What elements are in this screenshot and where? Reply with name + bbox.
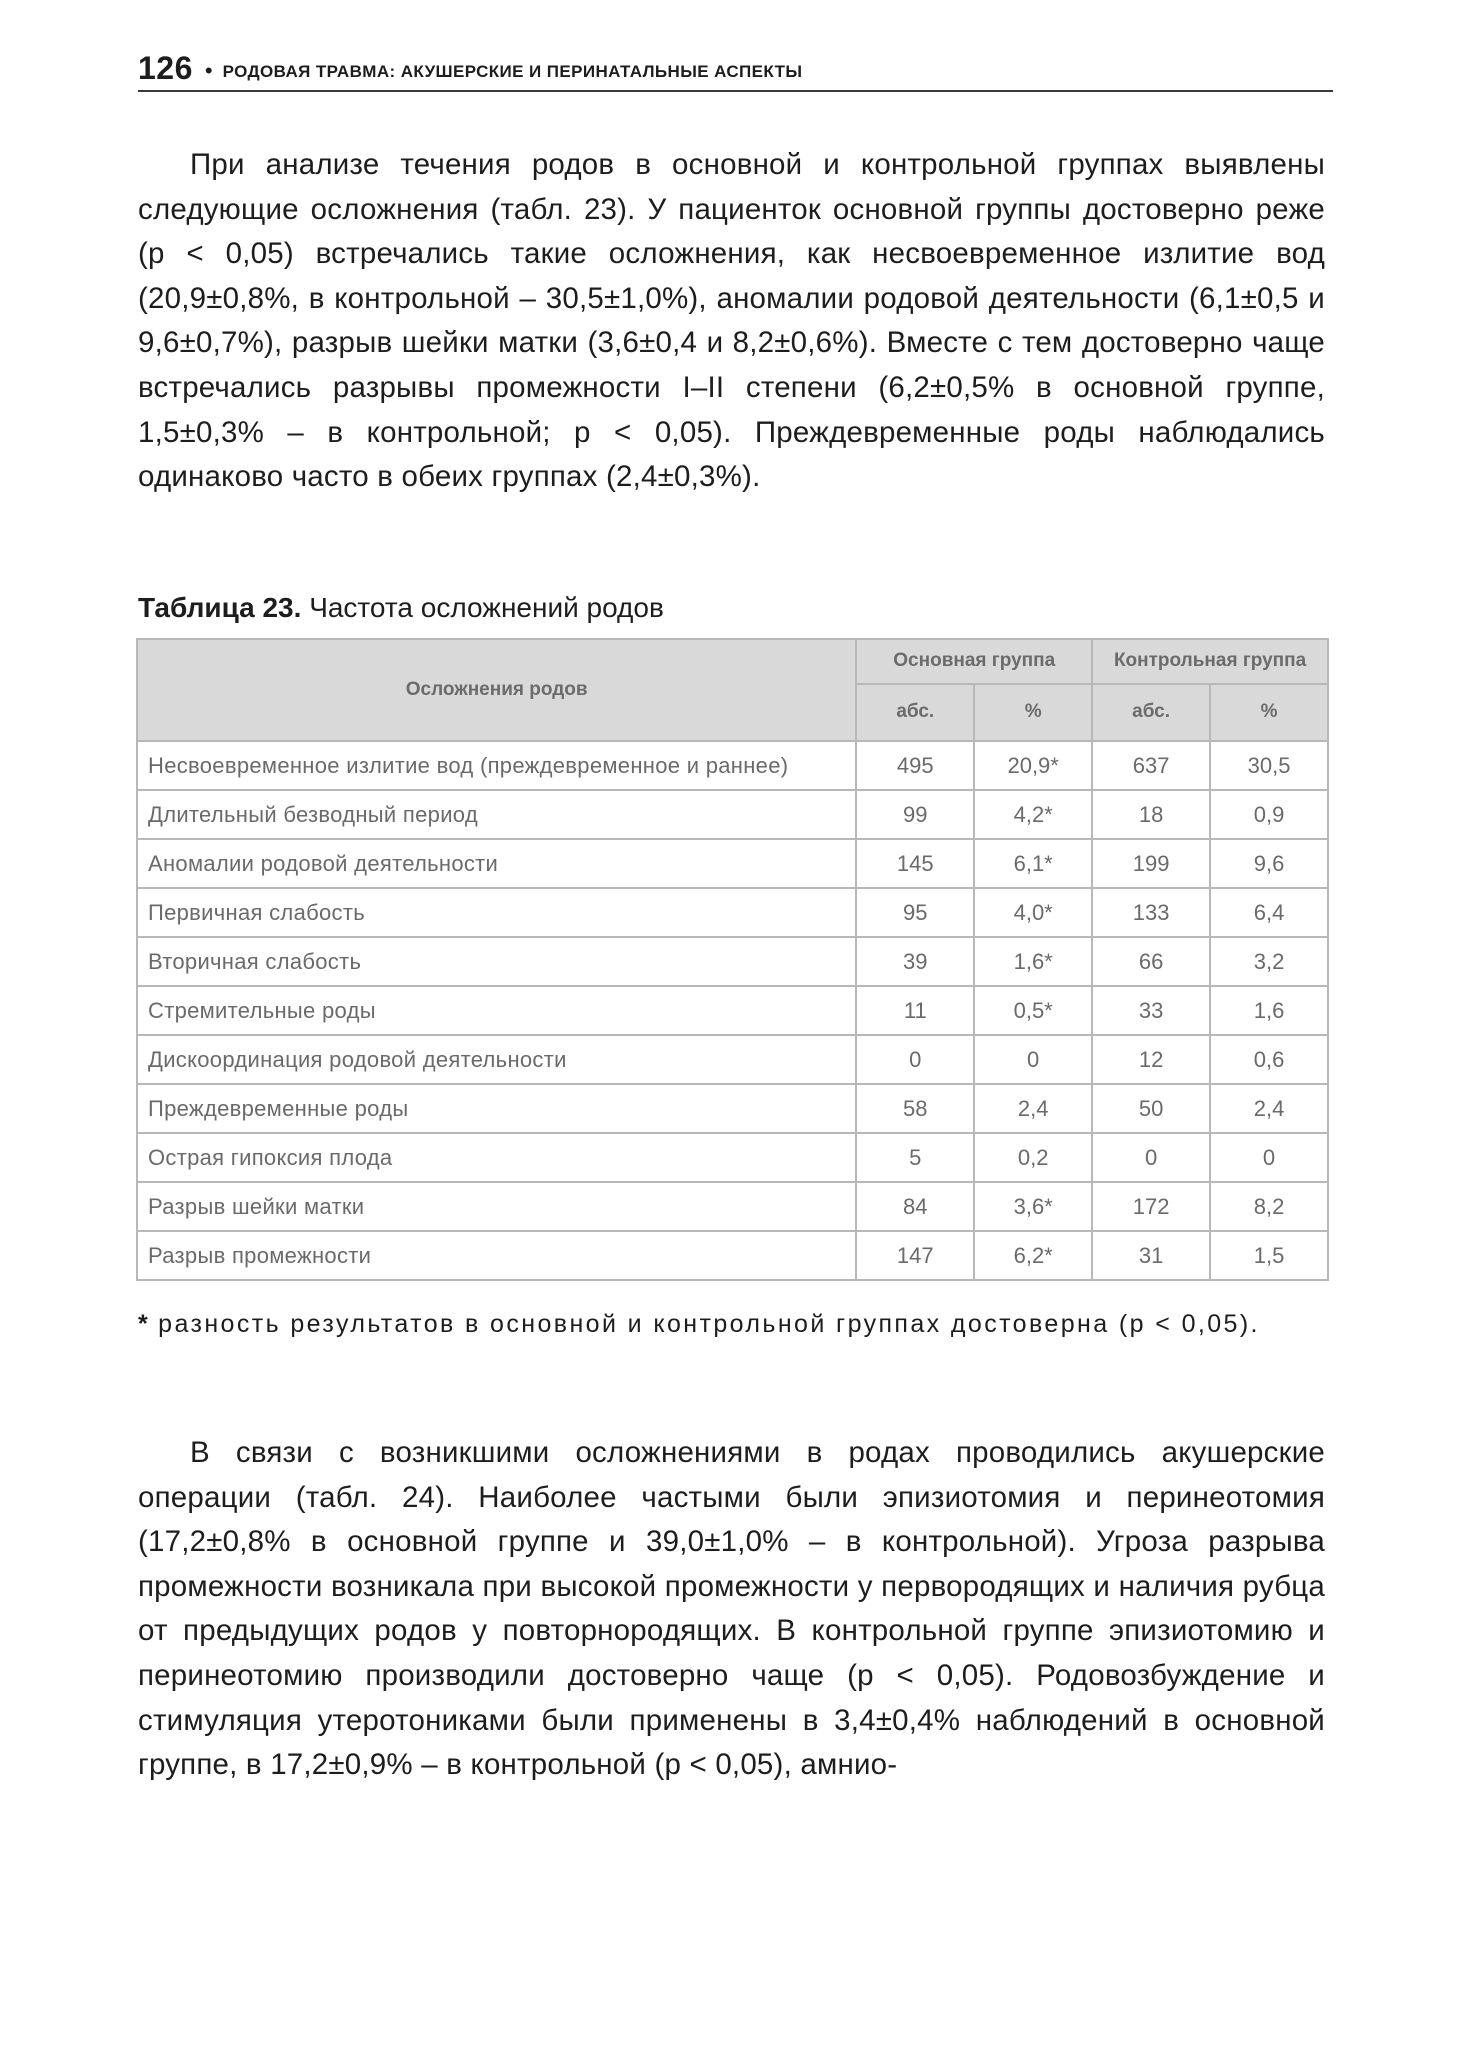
row-label: Острая гипоксия плода	[137, 1133, 856, 1182]
cell-main-abs: 58	[856, 1084, 974, 1133]
cell-control-abs: 199	[1092, 839, 1210, 888]
cell-main-pct: 1,6*	[974, 937, 1092, 986]
cell-main-pct: 2,4	[974, 1084, 1092, 1133]
cell-control-abs: 133	[1092, 888, 1210, 937]
row-label: Первичная слабость	[137, 888, 856, 937]
table-row	[137, 1035, 1328, 1084]
running-header	[138, 48, 1333, 92]
column-header-complication: Осложнения родов	[137, 639, 856, 741]
cell-control-pct: 3,2	[1210, 937, 1328, 986]
row-label: Вторичная слабость	[137, 937, 856, 986]
paragraph-complications: При анализе течения родов в основной и контрольной группах выявлены следующие осложнения (табл. 23). У пациенток основной группы достоверно реже (p < 0,05) встречались такие осложнения, как несвоевременное излитие вод (20,9±0,8%, в контрольной – 30,5±1,0%), аномалии родовой деятельности (6,1±0,5 и 9,6±0,7%), разрыв шейки матки (3,6±0,4 и 8,2±0,6%). Вместе с тем достоверно чаще встречались разрывы промежности I–II степени (6,2±0,5% в основной группе, 1,5±0,3% – в контрольной; p < 0,05). Преждевременные роды наблюдались одинаково часто в обеих группах (2,4±0,3%).	[138, 148, 1325, 494]
cell-control-abs: 18	[1092, 790, 1210, 839]
cell-main-pct: 20,9*	[974, 741, 1092, 790]
cell-main-pct: 4,0*	[974, 888, 1092, 937]
row-label: Длительный безводный период	[137, 790, 856, 839]
table-caption-label: Таблица 23.	[138, 592, 302, 623]
cell-control-abs: 50	[1092, 1084, 1210, 1133]
table-row	[137, 1231, 1328, 1280]
cell-control-abs: 31	[1092, 1231, 1210, 1280]
row-label: Дискоординация родовой деятельности	[137, 1035, 856, 1084]
column-header-main-group: Основная группа	[856, 639, 1092, 684]
row-label: Разрыв промежности	[137, 1231, 856, 1280]
cell-control-pct: 30,5	[1210, 741, 1328, 790]
cell-control-pct: 0	[1210, 1133, 1328, 1182]
table-row	[137, 937, 1328, 986]
cell-control-abs: 0	[1092, 1133, 1210, 1182]
table-row	[137, 790, 1328, 839]
footnote-marker: *	[138, 1310, 151, 1338]
cell-main-abs: 147	[856, 1231, 974, 1280]
cell-main-pct: 3,6*	[974, 1182, 1092, 1231]
complications-table	[136, 638, 1329, 1281]
table-row	[137, 1133, 1328, 1182]
cell-control-pct: 8,2	[1210, 1182, 1328, 1231]
cell-main-abs: 145	[856, 839, 974, 888]
row-label: Стремительные роды	[137, 986, 856, 1035]
column-header-main-abs: абс.	[856, 684, 974, 741]
running-title: РОДОВАЯ ТРАВМА: АКУШЕРСКИЕ И ПЕРИНАТАЛЬНЫЕ АСПЕКТЫ	[222, 61, 803, 81]
cell-control-pct: 1,6	[1210, 986, 1328, 1035]
cell-control-pct: 0,6	[1210, 1035, 1328, 1084]
cell-main-abs: 495	[856, 741, 974, 790]
cell-control-pct: 0,9	[1210, 790, 1328, 839]
table-row	[137, 888, 1328, 937]
table-row	[137, 986, 1328, 1035]
cell-main-pct: 4,2*	[974, 790, 1092, 839]
column-header-main-pct: %	[974, 684, 1092, 741]
cell-main-pct: 0,5*	[974, 986, 1092, 1035]
cell-control-pct: 2,4	[1210, 1084, 1328, 1133]
paragraph-obstetric-operations: В связи с возникшими осложнениями в родах проводились акушерские операции (табл. 24). Наиболее частыми были эпизиотомия и перинеотомия (17,2±0,8% в основной группе и 39,0±1,0% – в контрольной). Угроза разрыва промежности возникала при высокой промежности у первородящих и наличия рубца от предыдущих родов у повторнородящих. В контрольной группе эпизиотомию и перинеотомию производили достоверно чаще (p < 0,05). Родовозбуждение и стимуляция утеротониками были применены в 3,4±0,4% наблюдений в основной группе, в 17,2±0,9% – в контрольной (p < 0,05), амнио-	[138, 1436, 1325, 1782]
cell-main-abs: 99	[856, 790, 974, 839]
cell-control-abs: 33	[1092, 986, 1210, 1035]
cell-main-pct: 6,1*	[974, 839, 1092, 888]
row-label: Преждевременные роды	[137, 1084, 856, 1133]
table-caption	[138, 590, 664, 626]
table-caption-text: Частота осложнений родов	[309, 592, 664, 623]
cell-main-abs: 5	[856, 1133, 974, 1182]
cell-main-abs: 11	[856, 986, 974, 1035]
cell-main-abs: 39	[856, 937, 974, 986]
cell-main-pct: 0,2	[974, 1133, 1092, 1182]
cell-main-pct: 6,2*	[974, 1231, 1092, 1280]
cell-main-abs: 84	[856, 1182, 974, 1231]
table-row	[137, 1182, 1328, 1231]
row-label: Несвоевременное излитие вод (преждевременное и раннее)	[137, 741, 856, 790]
cell-control-pct: 1,5	[1210, 1231, 1328, 1280]
table-footnote	[138, 1307, 1325, 1341]
table-row	[137, 839, 1328, 888]
cell-control-pct: 6,4	[1210, 888, 1328, 937]
column-header-control-pct: %	[1210, 684, 1328, 741]
row-label: Разрыв шейки матки	[137, 1182, 856, 1231]
row-label: Аномалии родовой деятельности	[137, 839, 856, 888]
cell-main-pct: 0	[974, 1035, 1092, 1084]
footnote-text: разность результатов в основной и контрольной группах достоверна (p < 0,05).	[158, 1310, 1260, 1338]
cell-main-abs: 95	[856, 888, 974, 937]
cell-control-abs: 637	[1092, 741, 1210, 790]
cell-main-abs: 0	[856, 1035, 974, 1084]
table-row	[137, 1084, 1328, 1133]
column-header-control-group: Контрольная группа	[1092, 639, 1328, 684]
header-bullet: •	[204, 57, 213, 83]
cell-control-abs: 66	[1092, 937, 1210, 986]
cell-control-abs: 172	[1092, 1182, 1210, 1231]
column-header-control-abs: абс.	[1092, 684, 1210, 741]
table-row	[137, 741, 1328, 790]
page-number: 126	[138, 50, 193, 86]
cell-control-abs: 12	[1092, 1035, 1210, 1084]
cell-control-pct: 9,6	[1210, 839, 1328, 888]
